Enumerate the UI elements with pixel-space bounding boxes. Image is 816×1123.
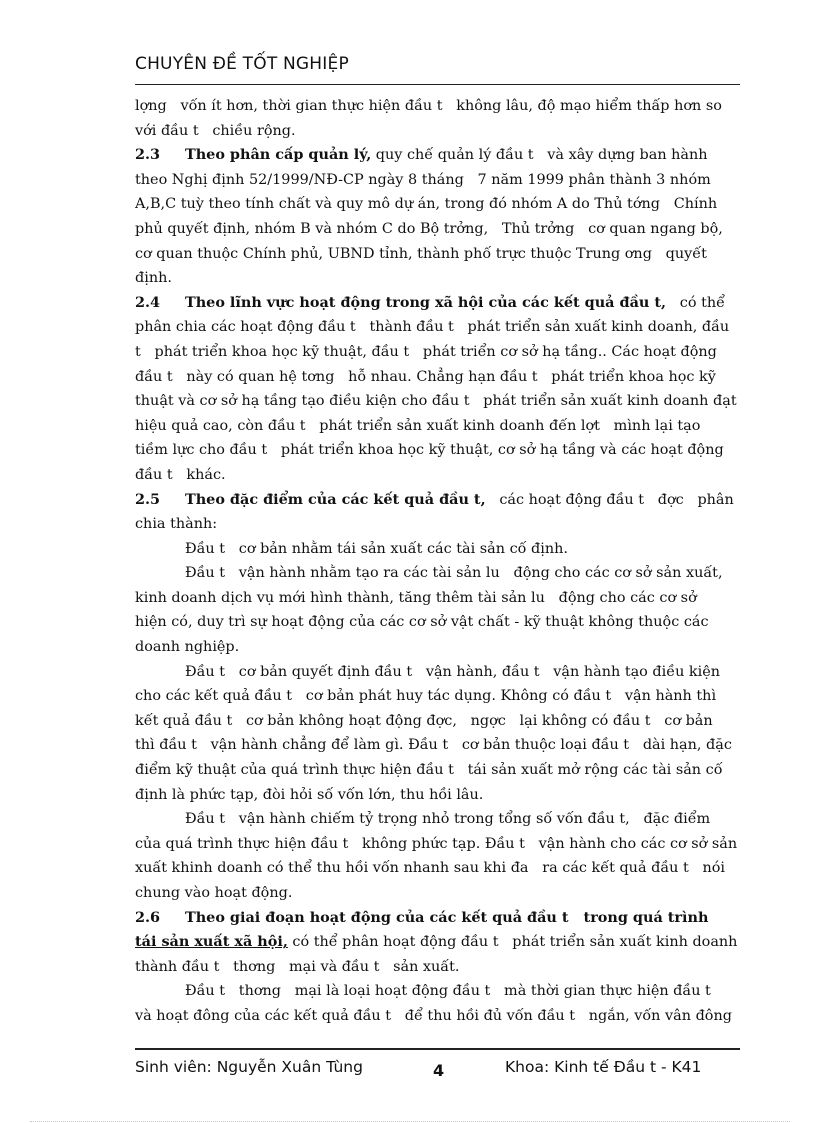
section-2-5-heading [135, 488, 739, 513]
text-line: doanh nghiệp. [135, 639, 240, 656]
text-line: Đầu t vận hành chiếm tỷ trọng nhỏ trong tổng số vốn đầu t, đặc điểm [185, 811, 711, 828]
section-2-6-heading [135, 906, 739, 931]
section-text: quy chế quản lý đầu t và xây dựng ban hành [371, 147, 708, 164]
text-line: đầu t này có quan hệ tơng hỗ nhau. Chẳng hạn đầu t phát triển khoa học kỹ [135, 368, 716, 385]
section-number: 2.6 [135, 908, 161, 926]
text-line: thành đầu t thơng mại và đầu t sản xuất. [135, 958, 460, 975]
text-line: chia thành: [135, 516, 218, 533]
text-line: xuất khinh doanh có thể thu hồi vốn nhanh sau khi đa ra các kết quả đầu t nói [135, 860, 726, 877]
text-line: lợng vốn ít hơn, thời gian thực hiện đầu t không lâu, độ mạo hiểm thấp hơn so [135, 98, 722, 114]
section-title: Theo phân cấp quản lý, [185, 146, 372, 164]
footer-student: Sinh viên: Nguyễn Xuân Tùng [135, 1058, 363, 1076]
text-line: tiềm lực cho đầu t phát triển khoa học kỹ thuật, cơ sở hạ tầng và các hoạt động [135, 442, 724, 459]
section-title: tái sản xuất xã hội, [135, 933, 288, 951]
text-line: hiện có, duy trì sự hoạt động của các cơ sở vật chất - kỹ thuật không thuộc các [135, 614, 709, 631]
footer-rule [135, 1048, 740, 1050]
text-line: chung vào hoạt động. [135, 885, 293, 901]
text-line: Đầu t thơng mại là loại hoạt động đầu t mà thời gian thực hiện đầu t [185, 983, 711, 1000]
text-line: thì đầu t vận hành chẳng để làm gì. Đầu t cơ bản thuộc loại đầu t dài hạn, đặc [135, 737, 732, 754]
section-number: 2.3 [135, 146, 161, 164]
text-line: kinh doanh dịch vụ mới hình thành, tăng thêm tài sản lu động cho các cơ sở [135, 589, 697, 606]
text-line: với đầu t chiều rộng. [135, 122, 296, 139]
text-line: điểm kỹ thuật của quá trình thực hiện đầu t tái sản xuất mở rộng các tài sản cố [135, 762, 723, 779]
section-title: Theo lĩnh vực hoạt động trong xã hội của các kết quả đầu t, [185, 293, 667, 311]
text-line: hiệu quả cao, còn đầu t phát triển sản xuất kinh doanh đến lợt mình lại tạo [135, 417, 701, 434]
text-line: đầu t khác. [135, 466, 226, 483]
page-bottom-border [30, 1121, 790, 1122]
section-2-4-heading [135, 291, 739, 316]
section-title: Theo đặc điểm của các kết quả đầu t, [185, 490, 486, 508]
text-line: Đầu t cơ bản quyết định đầu t vận hành, đầu t vận hành tạo điều kiện [185, 663, 721, 680]
footer-faculty: Khoa: Kinh tế Đầu t - K41 [505, 1058, 702, 1076]
text-line: thuật và cơ sở hạ tầng tạo điều kiện cho đầu t phát triển sản xuất kinh doanh đạt [135, 393, 737, 410]
text-line: và hoạt đông của các kết quả đầu t để thu hồi đủ vốn đầu t ngắn, vốn vân đông [135, 1007, 732, 1024]
text-line: A,B,C tuỳ theo tính chất và quy mô dự án, trong đó nhóm A do Thủ tớng Chính [135, 196, 718, 213]
text-line: định. [135, 270, 172, 287]
page-header-title: CHUYÊN ĐỀ TỐT NGHIỆP [135, 54, 349, 74]
header-rule [135, 84, 740, 85]
section-2-6-heading-cont [135, 930, 739, 955]
section-text: có thể [666, 294, 725, 311]
text-line: định là phức tạp, đòi hỏi số vốn lớn, thu hồi lâu. [135, 786, 484, 803]
body-text [135, 94, 739, 1029]
text-line: của quá trình thực hiện đầu t không phức tạp. Đầu t vận hành cho các cơ sở sản [135, 835, 738, 852]
text-line: theo Nghị định 52/1999/NĐ-CP ngày 8 tháng 7 năm 1999 phân thành 3 nhóm [135, 171, 711, 188]
text-line: t phát triển khoa học kỹ thuật, đầu t phát triển cơ sở hạ tầng.. Các hoạt động [135, 343, 717, 360]
section-number: 2.5 [135, 490, 161, 508]
section-number: 2.4 [135, 293, 161, 311]
text-line: kết quả đầu t cơ bản không hoạt động đợc, ngợc lại không có đầu t cơ bản [135, 712, 713, 729]
section-text: có thể phân hoạt động đầu t phát triển sản xuất kinh doanh [287, 934, 738, 951]
text-line: phân chia các hoạt động đầu t thành đầu t phát triển sản xuất kinh doanh, đầu [135, 319, 730, 336]
text-line: cơ quan thuộc Chính phủ, UBND tỉnh, thành phố trực thuộc Trung ơng quyết [135, 245, 707, 262]
text-line: Đầu t cơ bản nhằm tái sản xuất các tài sản cố định. [185, 540, 568, 557]
text-line: Đầu t vận hành nhằm tạo ra các tài sản lu động cho các cơ sở sản xuất, [185, 565, 723, 582]
page-number: 4 [433, 1061, 445, 1080]
text-line: phủ quyết định, nhóm B và nhóm C do Bộ trởng, Thủ trởng cơ quan ngang bộ, [135, 220, 723, 237]
section-title: Theo giai đoạn hoạt động của các kết quả đầu t trong quá trình [185, 908, 709, 926]
section-text: các hoạt động đầu t đợc phân [485, 491, 734, 508]
text-line: cho các kết quả đầu t cơ bản phát huy tác dụng. Không có đầu t vận hành thì [135, 688, 717, 705]
section-2-3-heading [135, 143, 739, 168]
